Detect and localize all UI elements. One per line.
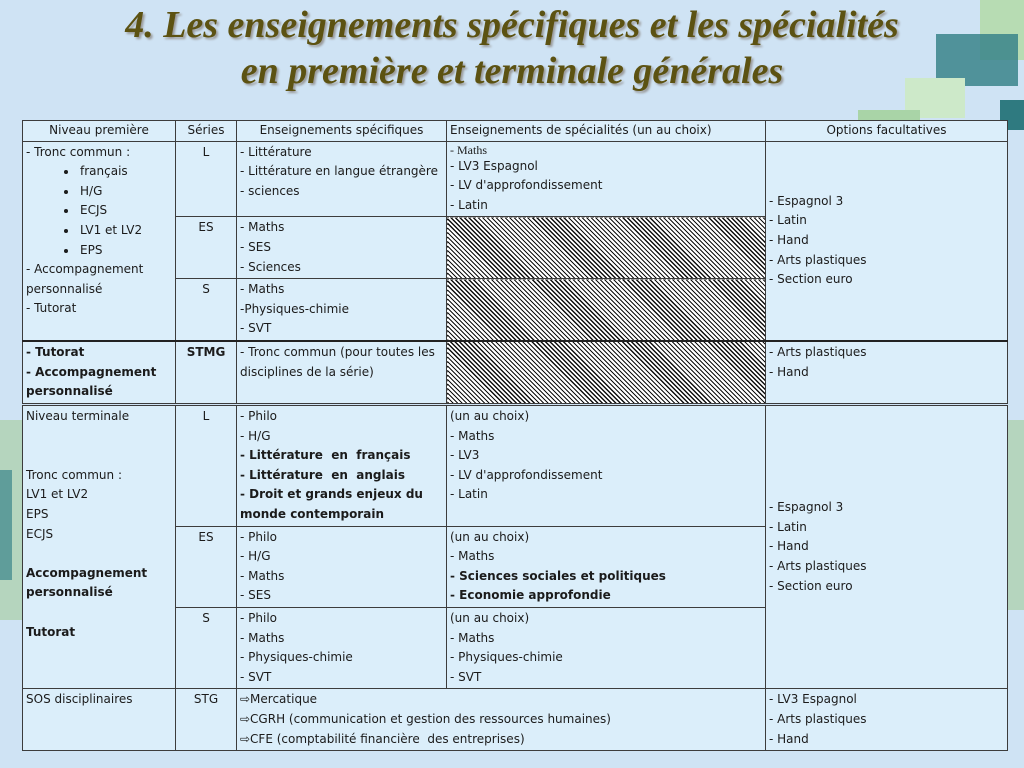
list-item: - Maths <box>240 220 285 235</box>
list-item: - Philo <box>240 529 277 544</box>
tronc-commun-label: - Tronc commun : <box>26 144 131 159</box>
accompagnement-label: Accompagnement personnalisé <box>26 565 148 600</box>
list-item: - Hand <box>769 731 809 746</box>
list-item: - Sciences sociales et politiques <box>450 568 666 583</box>
specialites-L <box>447 406 766 527</box>
list-item: - Maths <box>240 568 285 583</box>
premiere-row-STMG <box>23 341 1008 403</box>
list-item: ECJS <box>26 526 54 541</box>
list-item: - Droit et grands enjeux du monde contemporain <box>240 487 423 521</box>
list-item: - SES <box>240 239 271 254</box>
list-item: - Physiques-chimie <box>450 650 563 665</box>
specialites-S <box>447 607 766 688</box>
list-item: - Hand <box>769 232 809 247</box>
specifiques-L <box>237 141 447 217</box>
list-item: - Hand <box>769 364 809 379</box>
list-item: -Physiques-chimie <box>240 301 349 316</box>
terminale-niveau-cell <box>23 406 176 689</box>
hatched-cell-STMG <box>447 341 766 403</box>
header-options: Options facultatives <box>766 121 1008 142</box>
list-item: - Tutorat <box>26 344 85 359</box>
list-item: - Maths <box>450 142 487 157</box>
niveau-terminale-label: Niveau terminale <box>26 409 130 423</box>
list-item: - Espagnol 3 <box>769 500 844 515</box>
list-item: - H/G <box>240 549 271 564</box>
list-item: - LV d'approfondissement <box>450 178 603 193</box>
list-item: - Latin <box>450 487 488 502</box>
list-item: - SVT <box>450 669 482 684</box>
tutorat-label: - Tutorat <box>26 301 77 316</box>
list-item: (un au choix) <box>450 409 530 423</box>
list-item: - LV3 <box>450 448 480 463</box>
list-item: - Latin <box>450 197 488 212</box>
tronc-commun-list <box>26 162 172 260</box>
list-item: - Latin <box>769 213 807 228</box>
stg-niveau-cell: SOS disciplinaires <box>23 689 176 751</box>
page-title <box>0 2 1024 94</box>
list-item: ⇨CFE (comptabilité financière des entreprises) <box>240 731 525 746</box>
list-item: - SES <box>240 588 271 603</box>
specifiques-ES <box>237 526 447 607</box>
title-line-1: 4. Les enseignements spécifiques et les spécialités <box>125 4 899 46</box>
list-item: ⇨CGRH (communication et gestion des ressources humaines) <box>240 711 611 726</box>
specifiques-L <box>237 406 447 527</box>
deco-square-7 <box>0 470 12 580</box>
serie-S: S <box>176 607 237 688</box>
serie-ES: ES <box>176 217 237 279</box>
terminale-table <box>22 405 1008 751</box>
premiere-header-row <box>23 121 1008 142</box>
options-STG <box>766 689 1008 751</box>
list-item: - Maths <box>450 428 495 443</box>
options-STMG <box>766 341 1008 403</box>
list-item: • ECJS <box>78 201 172 221</box>
list-item: (un au choix) <box>450 610 530 625</box>
list-item: ⇨Mercatique <box>240 692 318 707</box>
list-item: - Physiques-chimie <box>240 650 353 665</box>
list-item: - Sciences <box>240 259 301 274</box>
list-item: • LV1 et LV2 <box>78 221 172 241</box>
list-item: - Philo <box>240 409 277 423</box>
list-item: - Arts plastiques <box>769 344 867 359</box>
premiere-table <box>22 120 1008 404</box>
list-item: - Littérature en français <box>240 448 411 463</box>
title-line-2: en première et terminale générales <box>240 50 784 92</box>
list-item: - Latin <box>769 519 807 534</box>
tronc-commun-label: Tronc commun : <box>26 467 122 482</box>
list-item: - LV3 Espagnol <box>769 692 857 707</box>
list-item: - Littérature <box>240 144 312 159</box>
list-item: • français <box>78 162 172 182</box>
specifiques-S <box>237 279 447 341</box>
list-item: - Section euro <box>769 272 853 287</box>
list-item: EPS <box>26 506 49 521</box>
list-item: (un au choix) <box>450 529 530 544</box>
list-item: - Arts plastiques <box>769 252 867 267</box>
specialites-L <box>447 141 766 217</box>
stg-specialites-cell <box>237 689 766 751</box>
list-item: - Section euro <box>769 578 853 593</box>
list-item: - Littérature en anglais <box>240 467 405 482</box>
header-niveau: Niveau première <box>23 121 176 142</box>
list-item: - Maths <box>450 549 495 564</box>
list-item: - Hand <box>769 539 809 554</box>
stmg-niveau-cell <box>23 341 176 403</box>
serie-S: S <box>176 279 237 341</box>
serie-L: L <box>176 141 237 217</box>
list-item: - Arts plastiques <box>769 558 867 573</box>
serie-ES: ES <box>176 526 237 607</box>
specialites-ES <box>447 526 766 607</box>
list-item: - Littérature en langue étrangère <box>240 164 438 179</box>
list-item: - sciences <box>240 183 300 198</box>
serie-STG: STG <box>176 689 237 751</box>
list-item: - Maths <box>240 282 285 297</box>
list-item: - LV3 Espagnol <box>450 158 538 173</box>
premiere-options-cell <box>766 141 1008 341</box>
list-item: • H/G <box>78 182 172 202</box>
list-item: - LV d'approfondissement <box>450 467 603 482</box>
serie-STMG: STMG <box>176 341 237 403</box>
list-item: - H/G <box>240 428 271 443</box>
specifiques-STMG: - Tronc commun (pour toutes les disciplines de la série) <box>237 341 447 403</box>
hatched-cell-ES <box>447 217 766 279</box>
premiere-niveau-cell <box>23 141 176 341</box>
list-item: • EPS <box>78 241 172 261</box>
accompagnement-label: - Accompagnement personnalisé <box>26 262 144 296</box>
specifiques-S <box>237 607 447 688</box>
list-item: - Economie approfondie <box>450 588 611 603</box>
terminale-row-L <box>23 406 1008 527</box>
list-item: - Espagnol 3 <box>769 193 844 208</box>
list-item: LV1 et LV2 <box>26 487 89 502</box>
list-item: - Maths <box>240 630 285 645</box>
specifiques-ES <box>237 217 447 279</box>
tutorat-label: Tutorat <box>26 624 76 639</box>
header-specifiques: Enseignements spécifiques <box>237 121 447 142</box>
deco-square-8 <box>1008 420 1024 610</box>
list-item: - Philo <box>240 610 277 625</box>
list-item: - Arts plastiques <box>769 711 867 726</box>
list-item: - SVT <box>240 669 272 684</box>
list-item: - Maths <box>450 630 495 645</box>
header-series: Séries <box>176 121 237 142</box>
serie-L: L <box>176 406 237 527</box>
terminale-options-cell <box>766 406 1008 689</box>
terminale-row-STG <box>23 689 1008 751</box>
list-item: - SVT <box>240 321 272 336</box>
premiere-row-L <box>23 141 1008 217</box>
list-item: - Accompagnement personnalisé <box>26 364 157 399</box>
header-specialites: Enseignements de spécialités (un au choix) <box>447 121 766 142</box>
hatched-cell-S <box>447 279 766 341</box>
